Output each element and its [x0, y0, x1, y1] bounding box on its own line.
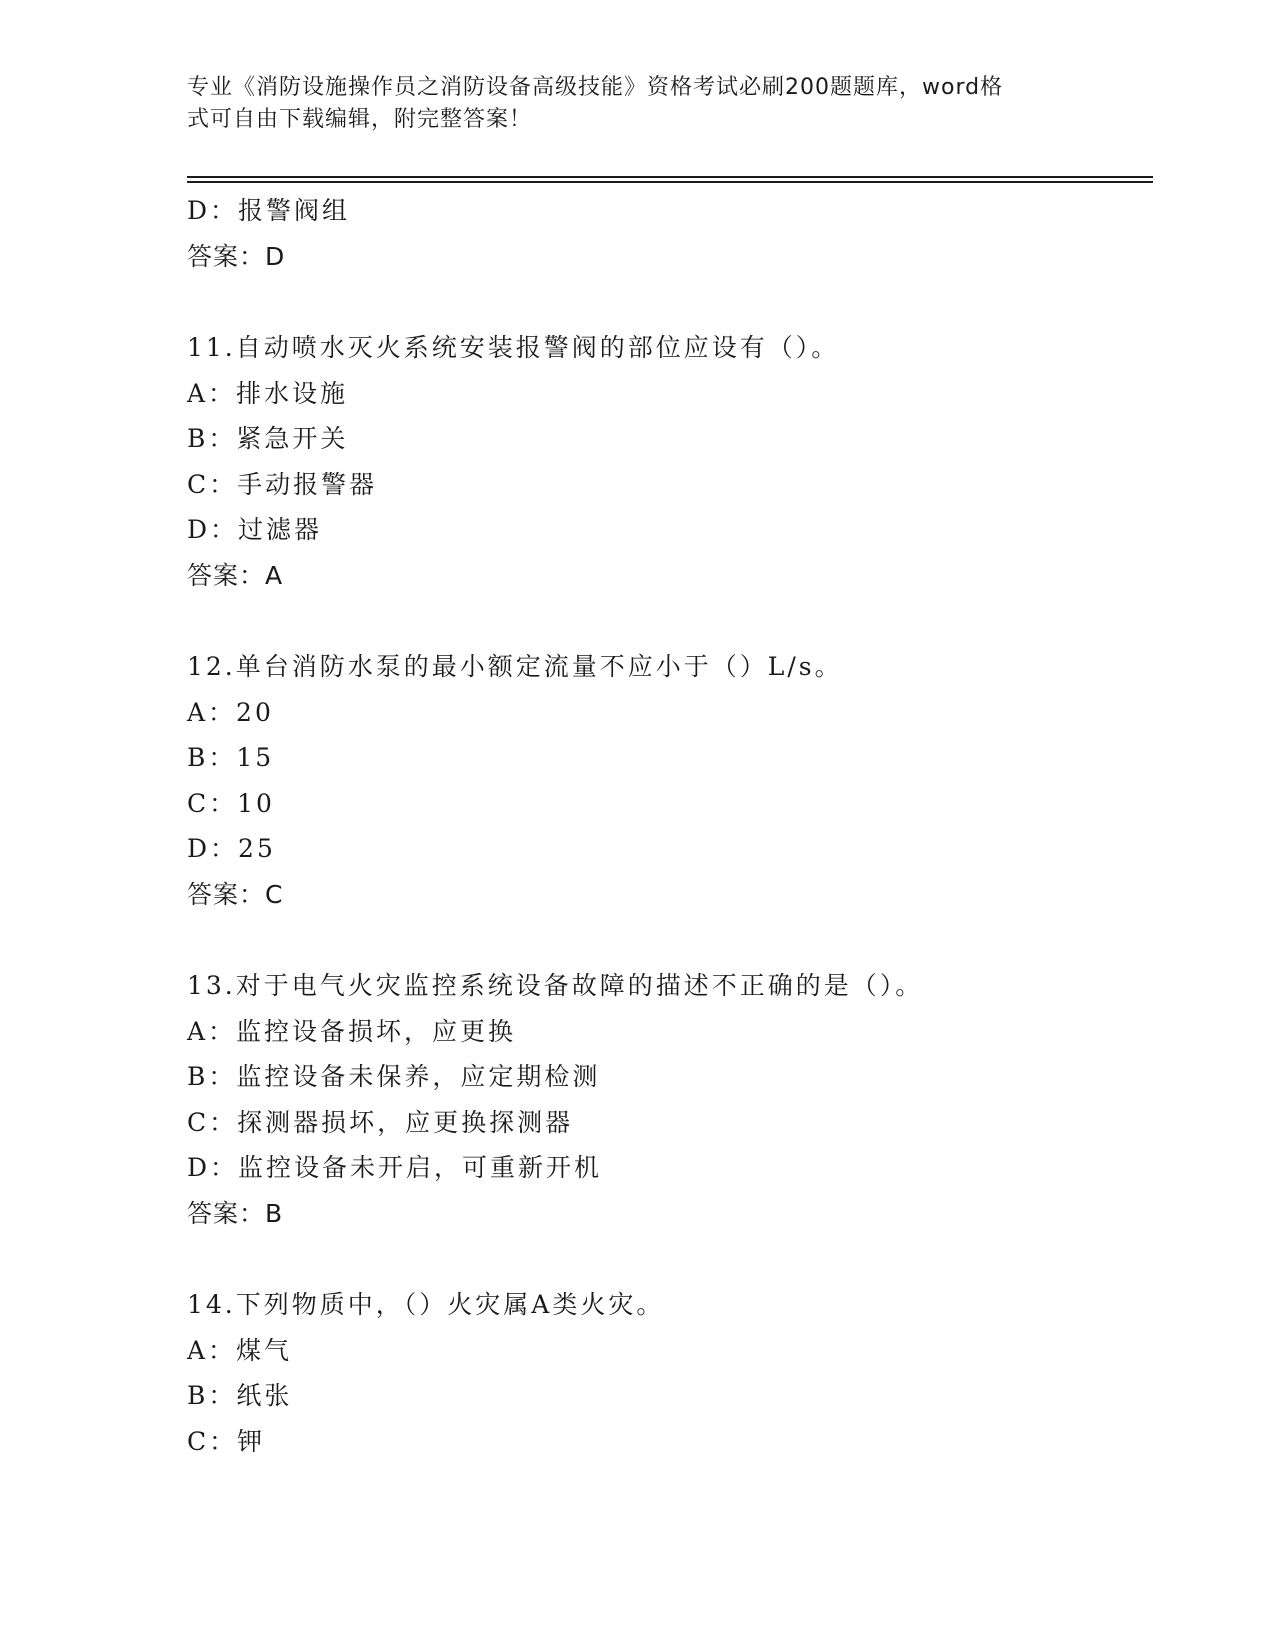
answer-line: 答案：A	[187, 560, 284, 590]
option-b: B：纸张	[187, 1381, 293, 1410]
answer-line: 答案：B	[187, 1198, 284, 1228]
option-b: B：15	[187, 743, 275, 772]
option-d: D：报警阀组	[187, 196, 351, 225]
option-c: C：探测器损坏，应更换探测器	[187, 1107, 574, 1137]
question-title: 11.自动喷水灭火系统安装报警阀的部位应设有（）。	[187, 333, 840, 362]
question-13	[187, 963, 1153, 1236]
option-c: C：10	[187, 788, 275, 818]
option-a: A：排水设施	[187, 378, 349, 408]
question-title: 14.下列物质中，（）火灾属A类火灾。	[187, 1290, 665, 1319]
option-d: D：监控设备未开启，可重新开机	[187, 1153, 603, 1182]
question-14	[187, 1282, 1153, 1464]
answer-line: 答案：D	[187, 241, 286, 271]
header-divider-bottom	[187, 181, 1153, 183]
option-b: B：紧急开关	[187, 424, 349, 453]
option-c: C：钾	[187, 1426, 266, 1456]
option-a: A：20	[187, 697, 274, 727]
header-divider-top	[187, 176, 1153, 178]
document-header	[187, 72, 1067, 136]
question-list	[187, 188, 1153, 1464]
option-d: D：过滤器	[187, 515, 323, 544]
header-line-1: 专业《消防设施操作员之消防设备高级技能》资格考试必刷200题题库，word格	[187, 75, 1004, 100]
option-b: B：监控设备未保养，应定期检测	[187, 1062, 601, 1091]
question-11	[187, 325, 1153, 598]
option-a: A：监控设备损坏，应更换	[187, 1016, 517, 1046]
option-d: D：25	[187, 834, 276, 863]
question-title: 12.单台消防水泵的最小额定流量不应小于（）L/s。	[187, 652, 843, 681]
option-a: A：煤气	[187, 1335, 293, 1365]
question-12	[187, 644, 1153, 917]
answer-line: 答案：C	[187, 879, 284, 909]
header-line-2: 式可自由下载编辑，附完整答案！	[187, 107, 533, 132]
option-c: C：手动报警器	[187, 469, 378, 499]
question-title: 13.对于电气火灾监控系统设备故障的描述不正确的是（）。	[187, 971, 924, 1000]
